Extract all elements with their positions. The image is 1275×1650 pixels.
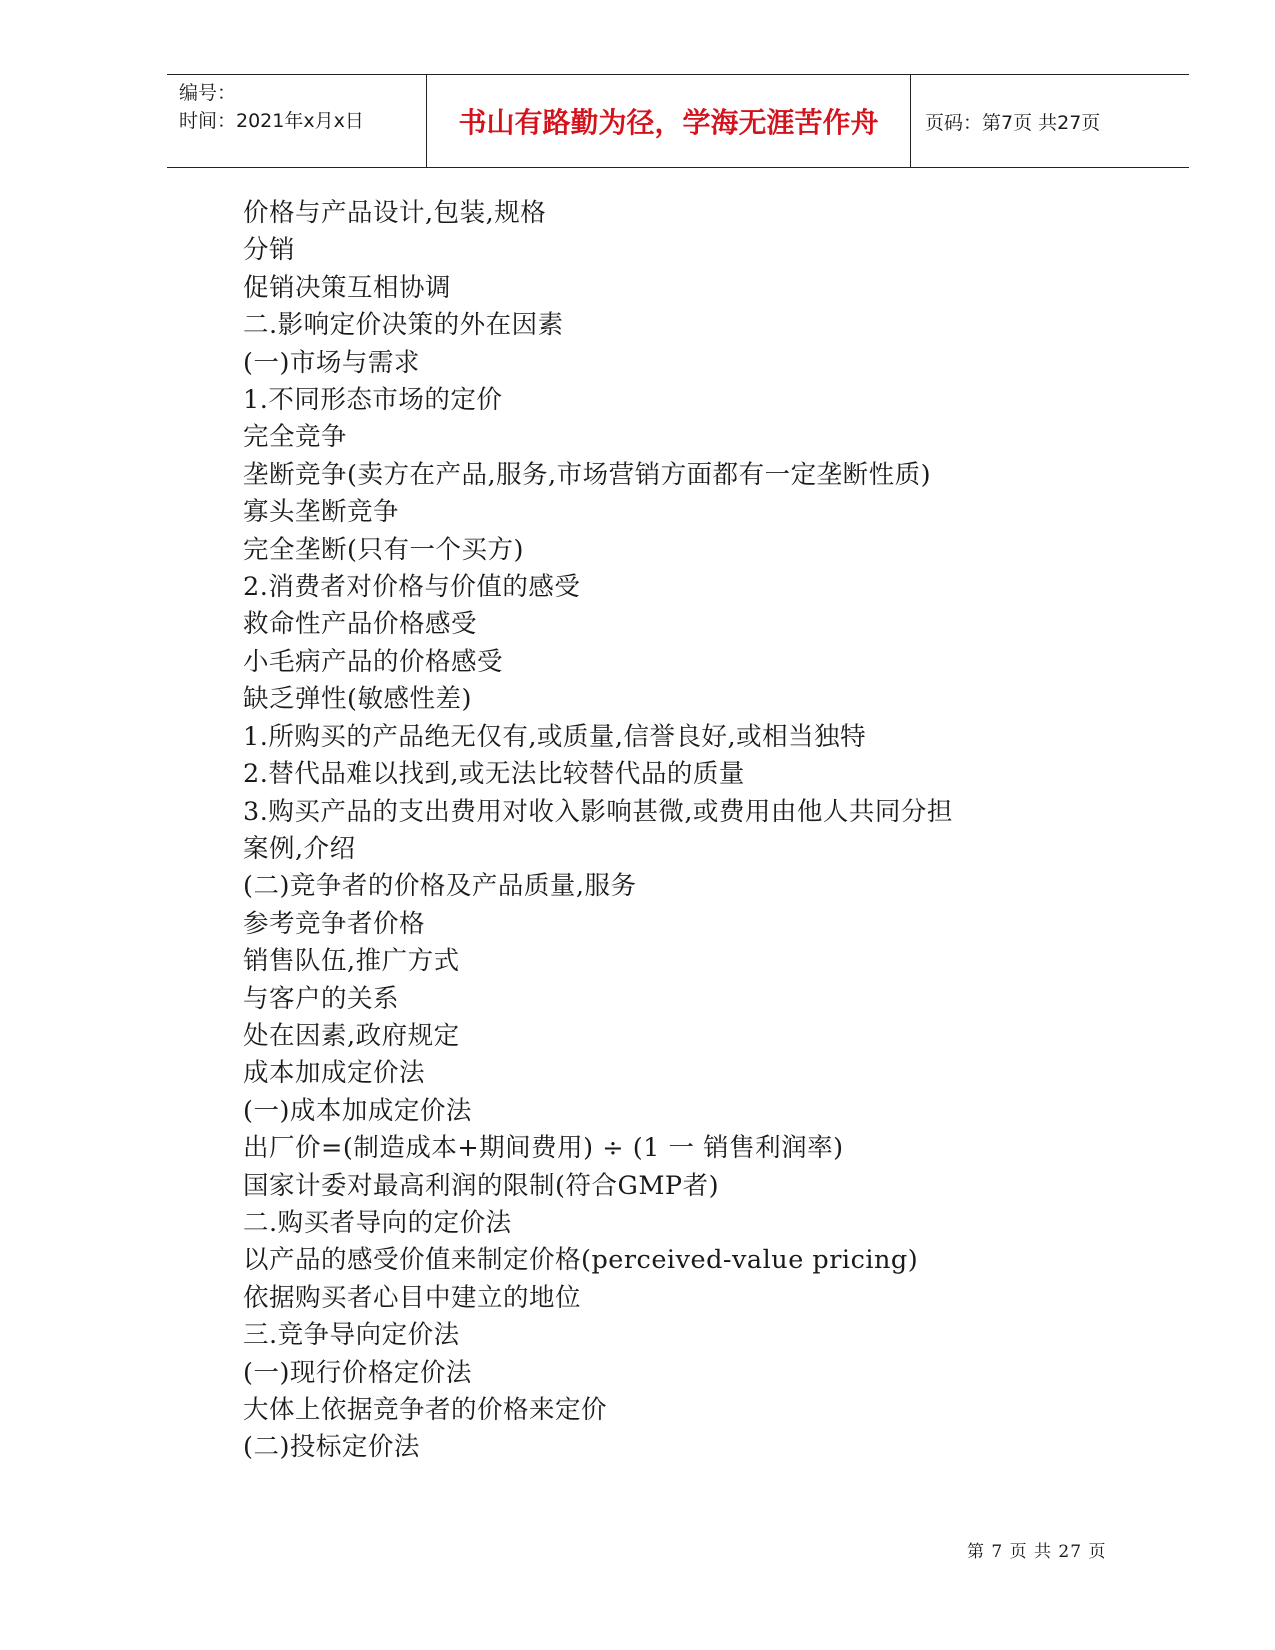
header-meta bbox=[167, 75, 427, 167]
body-line: 完全垄断(只有一个买方) bbox=[243, 534, 524, 565]
body-line: 参考竞争者价格 bbox=[243, 908, 426, 939]
body-line: 完全竞争 bbox=[243, 422, 348, 453]
body-line: 与客户的关系 bbox=[243, 983, 400, 1014]
body-line: 案例,介绍 bbox=[243, 833, 356, 864]
body-line: 国家计委对最高利润的限制(符合GMP者) bbox=[243, 1170, 720, 1201]
body-line: 2.替代品难以找到,或无法比较替代品的质量 bbox=[243, 759, 745, 790]
header-motto: 书山有路勤为径，学海无涯苦作舟 bbox=[427, 75, 911, 167]
page-header bbox=[167, 74, 1189, 168]
body-line: 销售队伍,推广方式 bbox=[243, 946, 460, 977]
body-line: 处在因素,政府规定 bbox=[243, 1020, 460, 1051]
body-line: 促销决策互相协调 bbox=[243, 272, 452, 303]
body-line: 二.影响定价决策的外在因素 bbox=[243, 310, 564, 341]
body-line: 垄断竞争(卖方在产品,服务,市场营销方面都有一定垄断性质) bbox=[243, 459, 932, 490]
header-page-info: 页码：第7页 共27页 bbox=[925, 111, 1101, 134]
body-line: (一)市场与需求 bbox=[243, 347, 420, 378]
body-line: 二.购买者导向的定价法 bbox=[243, 1207, 512, 1238]
body-line: 寡头垄断竞争 bbox=[243, 497, 400, 528]
body-line: 1.不同形态市场的定价 bbox=[243, 385, 503, 416]
body-line: (二)竞争者的价格及产品质量,服务 bbox=[243, 871, 637, 902]
body-line: 分销 bbox=[243, 235, 296, 266]
body-line: (一)成本加成定价法 bbox=[243, 1095, 472, 1126]
body-line: 依据购买者心目中建立的地位 bbox=[243, 1282, 582, 1313]
body-line: (一)现行价格定价法 bbox=[243, 1357, 472, 1388]
body-line: 救命性产品价格感受 bbox=[243, 609, 478, 640]
document-time-label: 时间：2021年x月x日 bbox=[179, 110, 364, 132]
body-line: 大体上依据竞争者的价格来定价 bbox=[243, 1395, 608, 1425]
body-line: (二)投标定价法 bbox=[243, 1432, 420, 1463]
page-footer: 第 7 页 共 27 页 bbox=[967, 1542, 1107, 1562]
body-line: 成本加成定价法 bbox=[243, 1058, 426, 1089]
document-number-label: 编号： bbox=[179, 82, 237, 104]
body-line: 缺乏弹性(敏感性差) bbox=[243, 684, 472, 715]
body-line: 以产品的感受价值来制定价格(perceived-value pricing) bbox=[243, 1245, 919, 1276]
body-line: 2.消费者对价格与价值的感受 bbox=[243, 572, 581, 603]
body-line: 出厂价=(制造成本+期间费用) ÷ (1 一 销售利润率) bbox=[243, 1133, 844, 1164]
body-line: 1.所购买的产品绝无仅有,或质量,信誉良好,或相当独特 bbox=[243, 721, 867, 752]
body-line: 小毛病产品的价格感受 bbox=[243, 646, 504, 677]
body-line: 三.竞争导向定价法 bbox=[243, 1320, 460, 1351]
document-body bbox=[243, 195, 1123, 1467]
body-line: 3.购买产品的支出费用对收入影响甚微,或费用由他人共同分担 bbox=[243, 796, 953, 827]
body-line: 价格与产品设计,包装,规格 bbox=[243, 198, 547, 228]
